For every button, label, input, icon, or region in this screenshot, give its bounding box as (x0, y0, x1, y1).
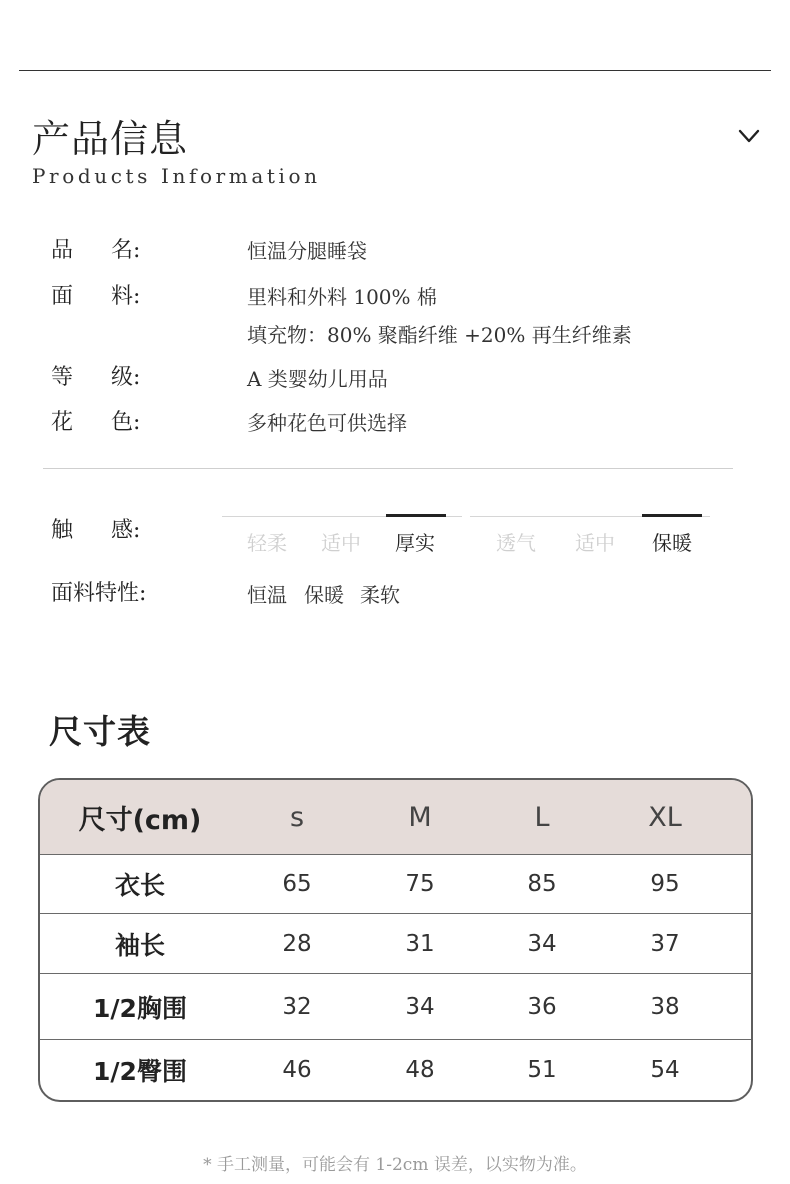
feel-option-medium-2: 适中 (575, 531, 615, 555)
table-cell: 51 (527, 1057, 557, 1083)
table-row (40, 855, 751, 914)
label-color-a: 花 (51, 410, 74, 435)
table-cell: 37 (650, 930, 680, 957)
label-feel-b: 感: (111, 518, 141, 543)
table-header-row (40, 780, 751, 855)
feature-tag-soft: 柔软 (360, 583, 400, 607)
table-cell: 31 (405, 930, 435, 957)
feel-scale-1-marker (386, 514, 446, 517)
row-label: 袖长 (114, 930, 165, 960)
header-cell: XL (648, 801, 682, 833)
chevron-down-icon[interactable] (737, 124, 761, 148)
section-divider (43, 468, 733, 469)
label-color-b: 色: (111, 410, 141, 435)
table-cell: 54 (650, 1057, 680, 1083)
size-chart-title: 尺寸表 (49, 712, 151, 751)
feel-option-warm: 保暖 (652, 531, 692, 555)
label-fabric-features: 面料特性: (51, 581, 147, 606)
table-row (40, 974, 751, 1040)
label-fabric-b: 料: (111, 284, 141, 309)
header-cell: 尺寸(cm) (78, 804, 202, 836)
table-cell: 34 (527, 930, 557, 957)
value-grade: A 类婴幼儿用品 (247, 367, 388, 391)
value-fabric-2: 填充物：80% 聚酯纤维 +20% 再生纤维素 (247, 323, 632, 347)
table-cell: 65 (282, 871, 312, 897)
label-name-a: 品 (51, 238, 74, 263)
header-cell: M (408, 801, 432, 833)
feel-option-medium: 适中 (321, 531, 361, 555)
table-cell: 95 (650, 871, 680, 897)
header-cell: L (534, 801, 550, 833)
label-grade-a: 等 (51, 365, 74, 390)
table-cell: 46 (282, 1057, 312, 1083)
top-divider (19, 70, 771, 71)
label-fabric-a: 面 (51, 284, 74, 309)
section-subtitle: Products Information (32, 164, 321, 188)
table-cell: 48 (405, 1057, 435, 1083)
header-cell: s (289, 801, 305, 833)
table-row (40, 1040, 751, 1100)
label-grade-b: 级: (111, 365, 141, 390)
table-cell: 38 (650, 993, 680, 1020)
row-label: 1/2臀围 (93, 1057, 187, 1086)
feel-option-soft: 轻柔 (247, 531, 287, 555)
row-label: 衣长 (114, 871, 165, 900)
value-color: 多种花色可供选择 (247, 411, 407, 435)
table-cell: 28 (282, 930, 312, 957)
measurement-footnote: * 手工测量，可能会有 1-2cm 误差，以实物为准。 (203, 1155, 587, 1175)
feel-option-thick: 厚实 (395, 531, 435, 555)
table-cell: 85 (527, 871, 557, 897)
table-cell: 34 (405, 993, 435, 1020)
section-title: 产品信息 (32, 117, 189, 161)
label-name-b: 名: (111, 238, 141, 263)
row-label: 1/2胸围 (93, 993, 187, 1023)
feature-tag-constant-temp: 恒温 (247, 583, 287, 607)
feel-option-breathable: 透气 (496, 531, 536, 555)
value-name: 恒温分腿睡袋 (247, 239, 367, 263)
table-cell: 36 (527, 993, 557, 1020)
table-cell: 75 (405, 871, 435, 897)
label-feel-a: 触 (51, 518, 74, 543)
feature-tag-warm: 保暖 (304, 583, 344, 607)
feel-scale-2-marker (642, 514, 702, 517)
table-row (40, 914, 751, 974)
table-cell: 32 (282, 993, 312, 1020)
size-table (38, 778, 753, 1102)
value-fabric-1: 里料和外料 100% 棉 (247, 285, 437, 309)
